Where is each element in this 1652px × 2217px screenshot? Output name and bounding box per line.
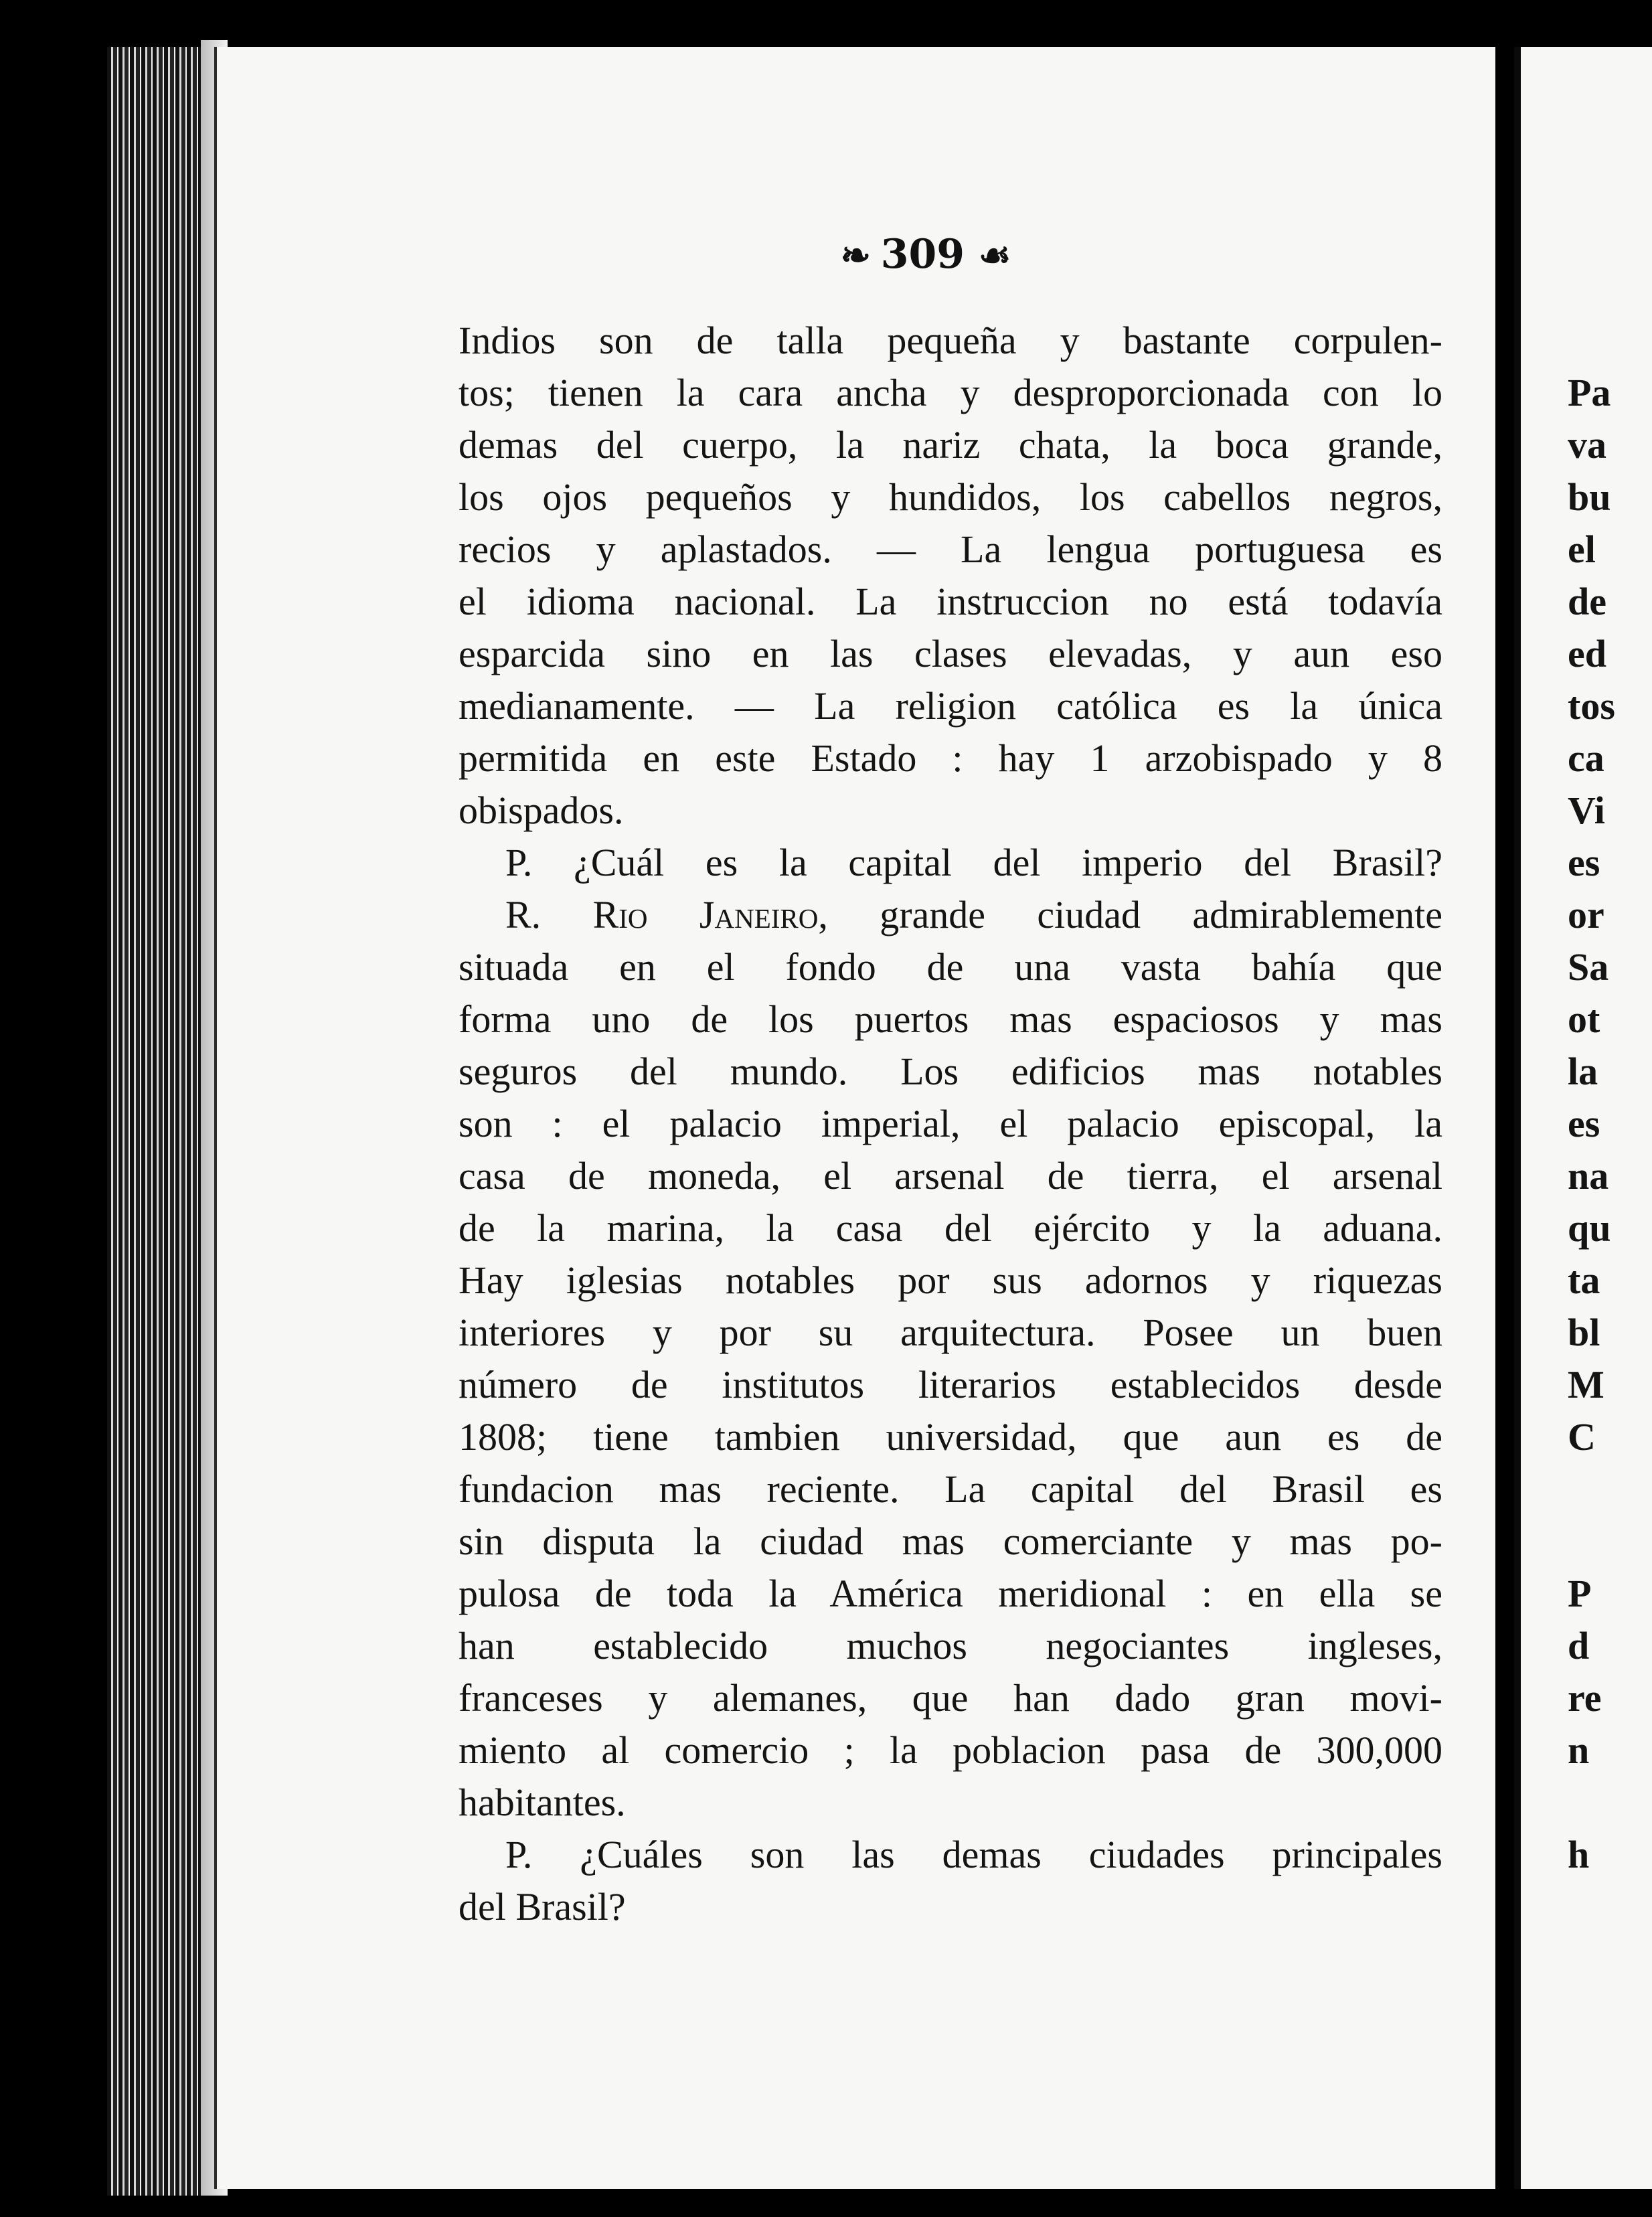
facing-page-fragment: ot [1568,997,1600,1041]
facing-page-fragment: ta [1568,1258,1600,1302]
book-page-edges [107,47,214,2196]
text-line: los ojos pequeños y hundidos, los cabellos negros, [459,475,1442,519]
facing-page-fragment: la [1568,1050,1598,1093]
facing-page-fragment: P [1568,1572,1592,1615]
facing-page-fragment: el [1568,527,1596,571]
facing-page-fragment [1568,315,1652,367]
facing-page-fragment: C [1568,1415,1596,1459]
facing-page-text-fragments [1568,315,1652,1881]
facing-page-fragment: tos [1568,684,1615,728]
facing-page-fragment: es [1568,1102,1600,1145]
text-line: esparcida sino en las clases elevadas, y aun eso [459,632,1442,675]
text-line: P. ¿Cuál es la capital del imperio del Brasil? [505,841,1442,884]
text-line: demas del cuerpo, la nariz chata, la boca grande, [459,423,1442,467]
text-line: sin disputa la ciudad mas comerciante y mas po- [459,1520,1442,1563]
text-line: casa de moneda, el arsenal de tierra, el arsenal [459,1154,1442,1198]
facing-page-fragment: M [1568,1363,1604,1406]
text-line: R. Rio Janeiro, grande ciudad admirablemente [505,893,1443,936]
text-line: P. ¿Cuáles son las demas ciudades principales [505,1833,1442,1876]
text-line: situada en el fondo de una vasta bahía que [459,945,1442,989]
text-line: el idioma nacional. La instruccion no está todavía [459,580,1442,623]
facing-page-fragment: ca [1568,736,1604,780]
text-line: 1808; tiene tambien universidad, que aun es de [459,1415,1442,1459]
running-head [803,231,1044,278]
ornament-left-icon: ❧ [840,234,867,276]
facing-page-fragment: qu [1568,1206,1611,1250]
text-line: medianamente. — La religion católica es la única [459,684,1442,728]
text-line: pulosa de toda la América meridional : en ella se [459,1572,1442,1615]
text-line: interiores y por su arquitectura. Posee un buen [459,1311,1442,1354]
facing-page-fragment: va [1568,423,1606,467]
text-line: Indios son de talla pequeña y bastante corpulen- [459,319,1442,362]
facing-page-fragment [1568,1515,1652,1568]
text-line: recios y aplastados. — La lengua portuguesa es [459,527,1442,571]
facing-page-fragment: bu [1568,475,1611,519]
text-line: habitantes. [459,1781,626,1824]
ornament-right-icon: ☙ [978,234,1007,276]
facing-page-fragment: de [1568,580,1606,623]
text-line: fundacion mas reciente. La capital del Brasil es [459,1467,1442,1511]
facing-page-fragment: h [1568,1833,1590,1876]
text-line: miento al comercio ; la poblacion pasa de 300,000 [459,1728,1442,1772]
text-line: Hay iglesias notables por sus adornos y riquezas [459,1258,1442,1302]
text-line: franceses y alemanes, que han dado gran movi- [459,1676,1442,1720]
text-line: permitida en este Estado : hay 1 arzobispado y 8 [459,736,1442,780]
text-line: de la marina, la casa del ejército y la aduana. [459,1206,1442,1250]
page-body-text [459,315,1442,1933]
facing-page-fragment: bl [1568,1311,1600,1354]
facing-page-fragment: Pa [1568,371,1611,414]
text-line: han establecido muchos negociantes ingleses, [459,1624,1442,1667]
facing-page-fragment: re [1568,1676,1602,1720]
text-line: tos; tienen la cara ancha y desproporcionada con lo [459,371,1442,414]
facing-page-fragment: Sa [1568,945,1609,989]
text-line: son : el palacio imperial, el palacio episcopal, la [459,1102,1442,1145]
facing-page-fragment: es [1568,841,1600,884]
facing-page-fragment: ed [1568,632,1606,675]
text-line: del Brasil? [459,1885,626,1928]
text-line: obispados. [459,789,624,832]
text-line: número de institutos literarios establecidos desde [459,1363,1442,1406]
facing-page-fragment: Vi [1568,789,1605,832]
facing-page-fragment: d [1568,1624,1590,1667]
facing-page-fragment [1568,1463,1652,1515]
facing-page-fragment [1568,1777,1652,1829]
page-number: 309 [880,231,965,278]
facing-page-fragment: n [1568,1728,1590,1772]
text-line: seguros del mundo. Los edificios mas notables [459,1050,1442,1093]
text-line: forma uno de los puertos mas espaciosos y mas [459,997,1442,1041]
facing-page-fragment: or [1568,893,1604,936]
facing-page-fragment: na [1568,1154,1609,1198]
